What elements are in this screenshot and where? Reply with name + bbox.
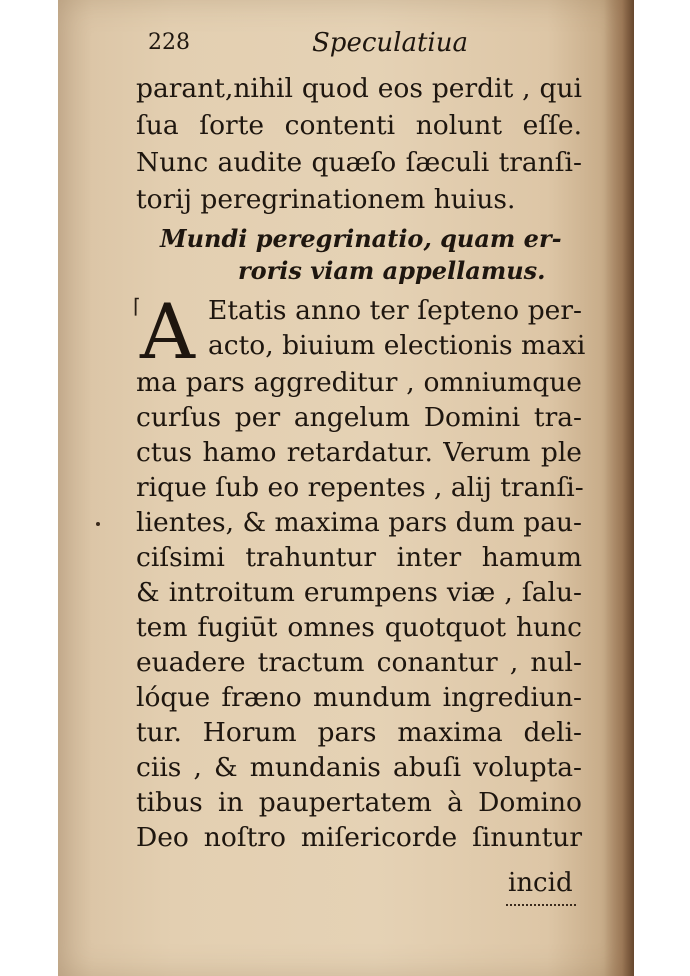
- bracket-mark: ⌈: [133, 296, 141, 318]
- text-line: lóque fræno mundum ingrediun-: [136, 682, 582, 713]
- catchword-underline: [506, 904, 576, 906]
- text-line: ciſsimi trahuntur inter hamum: [136, 542, 582, 573]
- stray-ink-mark: [96, 522, 100, 526]
- page-fore-edge: [604, 0, 634, 976]
- text-line: Nunc audite quæſo ſæculi tranſi-: [136, 147, 582, 178]
- text-line: ſua ſorte contenti nolunt eſſe.: [136, 110, 582, 141]
- section-heading-line: Mundi peregrinatio, quam er-: [160, 224, 562, 253]
- text-line: euadere tractum conantur , nul-: [136, 647, 582, 678]
- text-line: tem fugiūt omnes quotquot hunc: [136, 612, 582, 643]
- text-line: acto, biuium electionis maxi: [208, 330, 586, 361]
- text-line: & introitum erumpens viæ , ſalu-: [136, 577, 582, 608]
- text-line: ciis , & mundanis abuſi volupta-: [136, 752, 582, 783]
- page-number: 228: [148, 30, 190, 55]
- text-line: curſus per angelum Domini tra-: [136, 402, 582, 433]
- text-line: torij peregrinationem huius.: [136, 184, 516, 215]
- text-line: rique ſub eo repentes , alij tranſi-: [136, 472, 584, 503]
- catchword: incid: [508, 868, 573, 898]
- text-line: ctus hamo retardatur. Verum ple: [136, 437, 582, 468]
- section-heading-line: roris viam appellamus.: [238, 256, 546, 285]
- text-line: tur. Horum pars maxima deli-: [136, 717, 582, 748]
- running-head: [148, 30, 588, 64]
- text-line: Deo noſtro miſericorde ſinuntur: [136, 822, 582, 853]
- text-line: lientes, & maxima pars dum pau-: [136, 507, 583, 538]
- text-line: Etatis anno ter ſepteno per-: [208, 295, 582, 326]
- text-line: tibus in paupertatem à Domino: [136, 787, 582, 818]
- running-title: Speculatiua: [312, 28, 468, 58]
- drop-cap: A: [140, 287, 195, 376]
- text-line: parant,nihil quod eos perdit , qui: [136, 73, 582, 104]
- text-line: ma pars aggreditur , omniumque: [136, 367, 582, 398]
